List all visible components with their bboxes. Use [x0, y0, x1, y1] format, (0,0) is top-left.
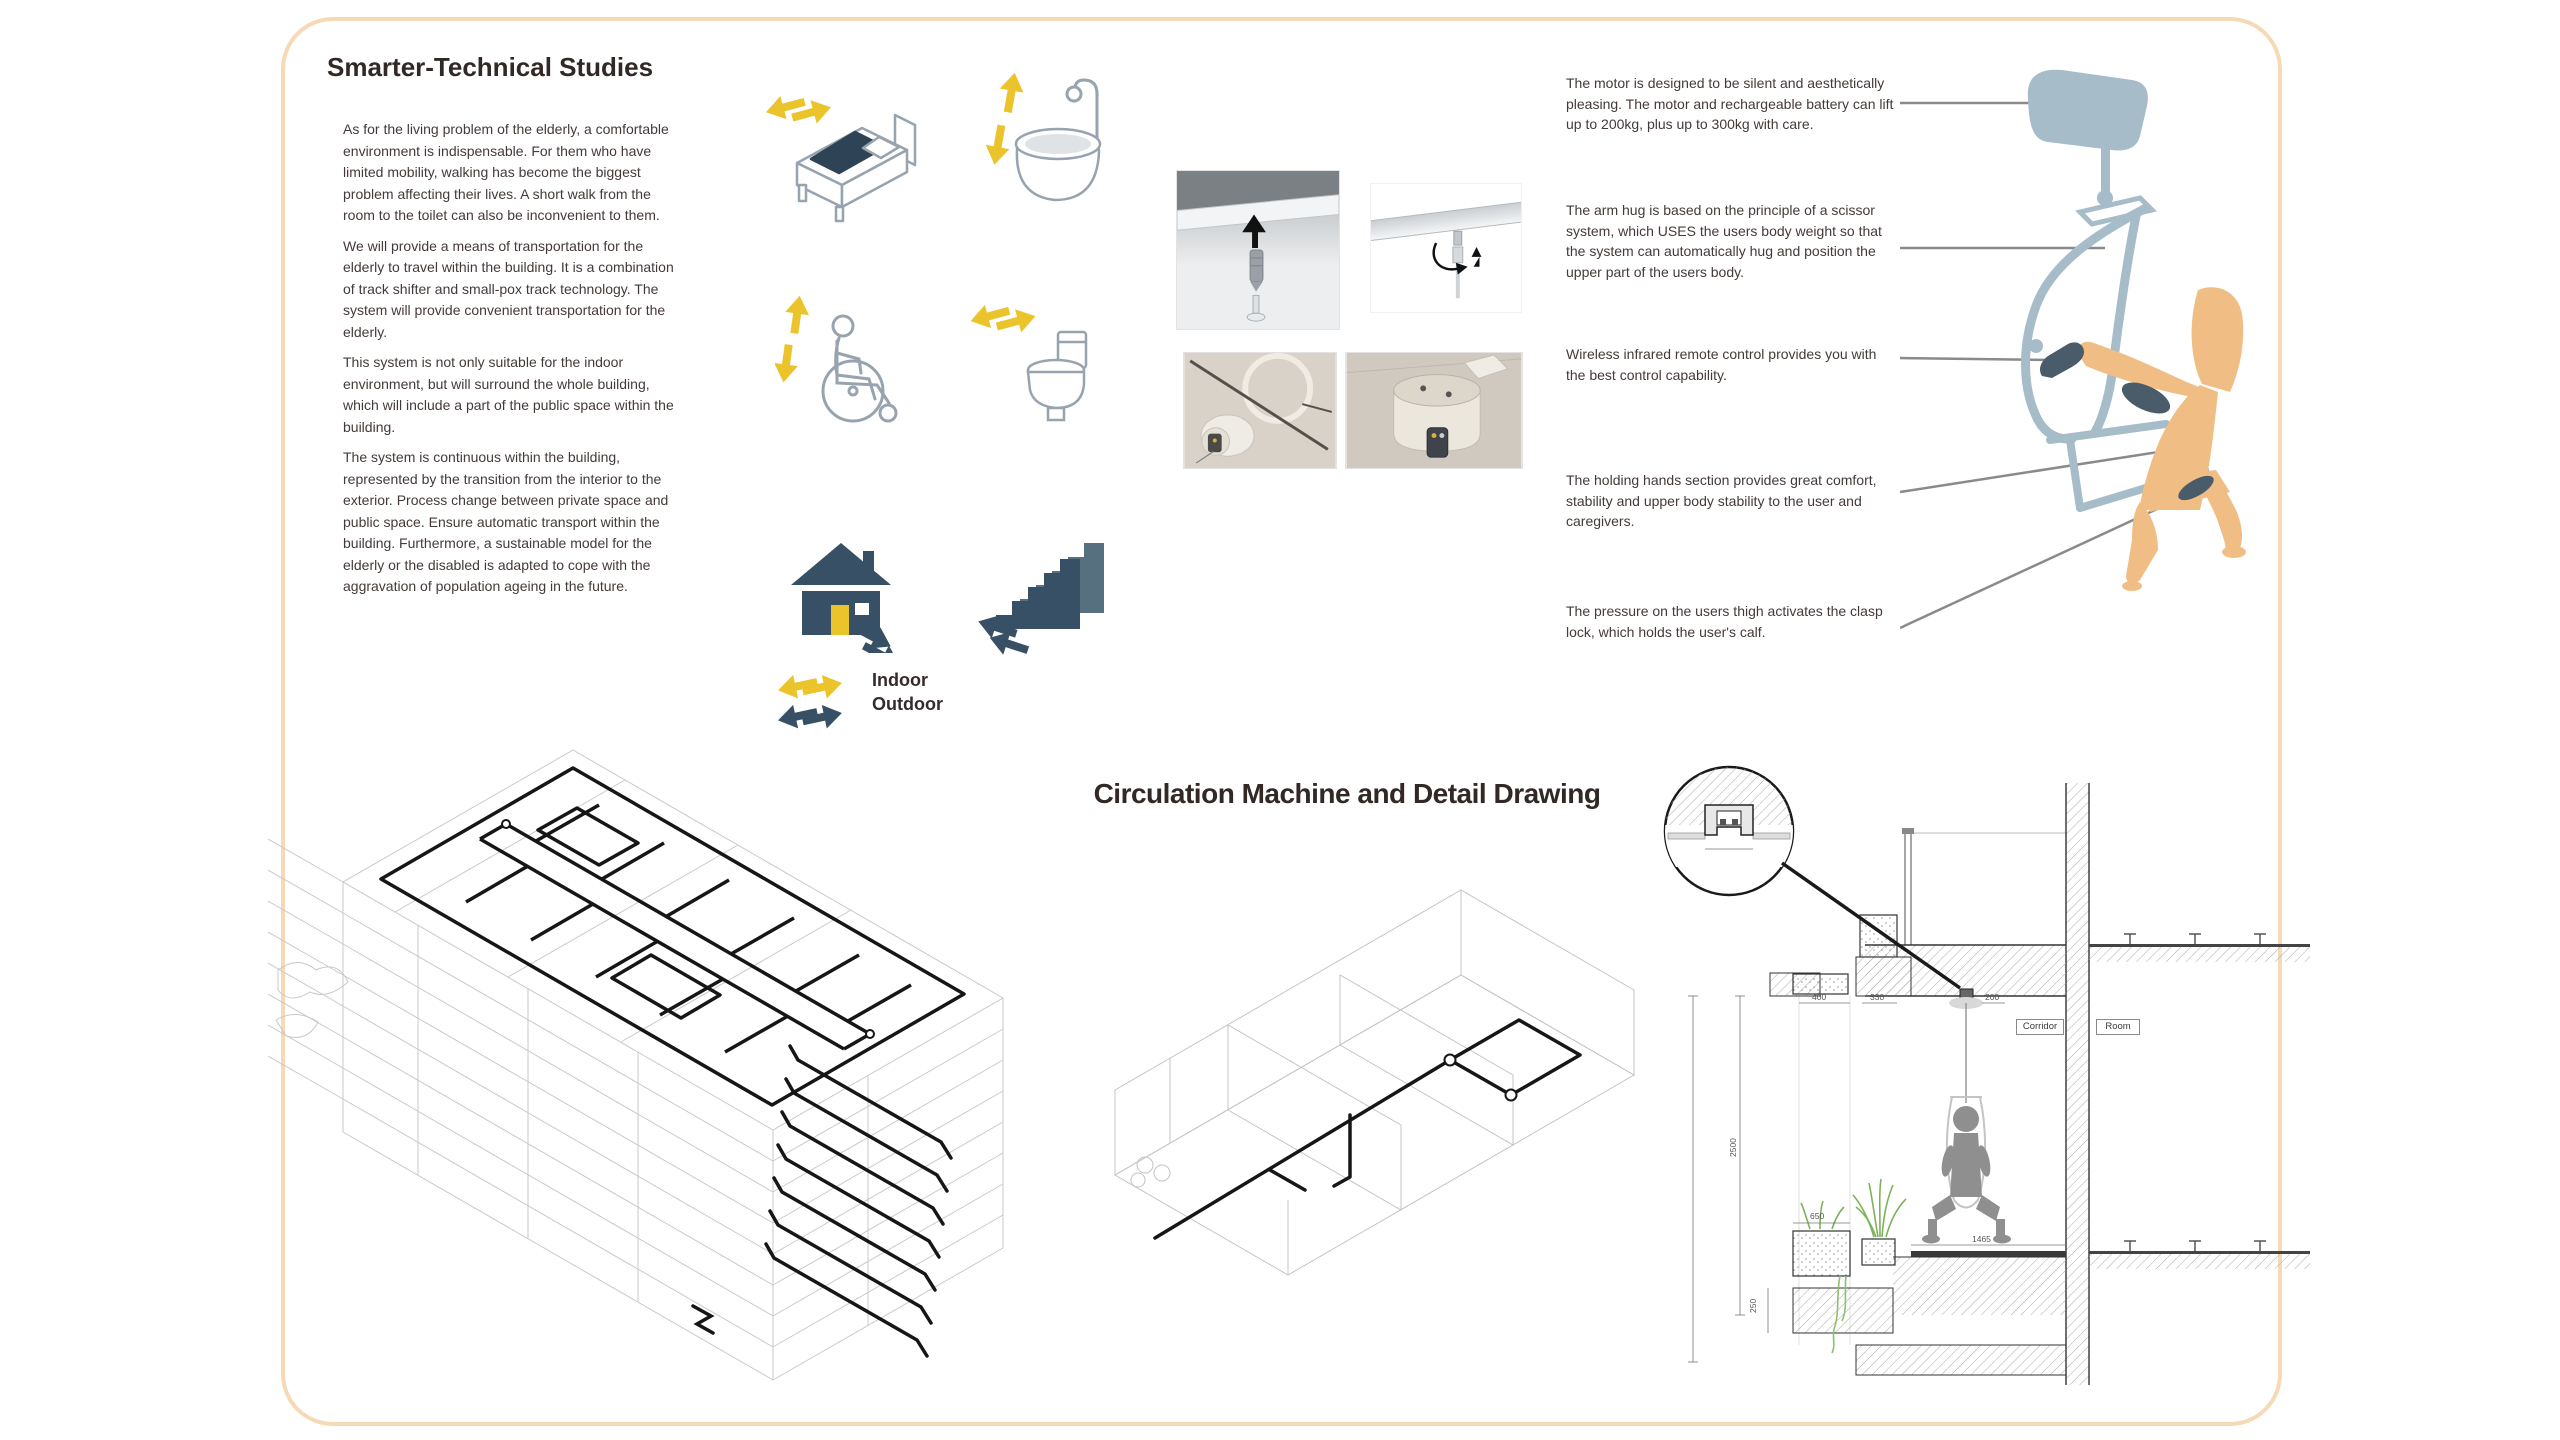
motor-pod	[2028, 70, 2148, 206]
track-node	[866, 1030, 874, 1038]
wheelchair-shape	[823, 316, 896, 421]
ceiling-rail-anchor-photo	[1176, 170, 1340, 330]
legend-outdoor-label: Outdoor	[872, 694, 943, 714]
room-label: Room	[2096, 1019, 2140, 1035]
hoist-mount	[1949, 989, 1983, 1103]
bed-shape	[797, 115, 915, 221]
house-shape	[791, 543, 891, 635]
legend-indoor-label: Indoor	[872, 670, 928, 690]
track-switch-photo	[1183, 352, 1337, 469]
hoist-unit-photo	[1345, 352, 1523, 469]
circulation-track	[1155, 1020, 1580, 1238]
wheelchair-icon	[775, 293, 915, 433]
circulation-isometric	[1050, 780, 1650, 1370]
dim-650: 650	[1810, 1211, 1825, 1221]
section2-title: Circulation Machine and Detail Drawing	[1093, 778, 1601, 809]
circulation-track-plan	[381, 768, 964, 1105]
toilet-icon	[968, 296, 1103, 431]
corridor-label: Corridor	[2016, 1019, 2064, 1035]
annotation-remote: Wireless infrared remote control provides you with the best control capability.	[1566, 346, 1877, 383]
stairs-shape	[996, 543, 1104, 629]
detail-callout-circle	[1663, 763, 1795, 895]
dim-330: 330	[1870, 992, 1885, 1002]
intro-paragraph-3: This system is not only suitable for the indoor environment, but will surround the whole building, which will include a part of the public space within the building.	[343, 354, 674, 435]
building-axonometric	[268, 630, 1013, 1390]
tub-shape	[1016, 129, 1100, 200]
user-figure	[2078, 287, 2246, 591]
intro-paragraphs	[343, 119, 675, 607]
dim-400: 400	[1812, 992, 1827, 1002]
wall	[2066, 783, 2089, 1385]
remote-control	[2040, 342, 2084, 378]
dim-250: 250	[1748, 1298, 1758, 1313]
annotation-arm-hug: The arm hug is based on the principle of a scissor system, which USES the users body weight so that the system can automatically hug and position the upper part of the users body.	[1566, 202, 1882, 280]
annotation-motor: The motor is designed to be silent and aesthetically pleasing. The motor and rechargeable battery can lift up to 200kg, plus up to 300kg with care.	[1566, 75, 1894, 132]
annotation-holding-hands: The holding hands section provides great comfort, stability and upper body stability to the user and caregivers.	[1566, 472, 1877, 529]
hoist-motor-body	[1394, 375, 1480, 458]
track-shifter-node	[1445, 1055, 1456, 1066]
indoor-arrows-horizontal	[763, 85, 834, 135]
intro-paragraph-2: We will provide a means of transportation for the elderly to travel within the building. It is a combination of track shifter and small-pox track technology. The system will provide convenient transportation for the elderly.	[343, 237, 674, 340]
indoor-arrows-horizontal	[968, 296, 1039, 344]
page-title: Smarter-Technical Studies	[327, 52, 654, 82]
intro-paragraph-1: As for the living problem of the elderly, a comfortable environment is indispensable. For them who have limited mobility, walking has become the biggest problem affecting their lives. A short walk from the room to the toilet can also be inconvenient to them.	[343, 121, 669, 223]
ceiling-slab	[1770, 915, 2066, 996]
room-structure	[1115, 890, 1634, 1275]
intro-paragraph-4: The system is continuous within the building, represented by the transition from the interior to the exterior. Process change between private space and public space. Ensure automatic transport within the building. Furthermore, a sustainable model for the elderly or the disabled is adapted to cope with the aggravation of population ageing in the future.	[343, 449, 669, 594]
dim-200: 200	[1985, 992, 2000, 1002]
rail-fitting-photo	[1370, 183, 1522, 313]
corridor-floor	[1793, 1231, 2066, 1375]
annotation-clasp-lock: The pressure on the users thigh activates the clasp lock, which holds the user's calf.	[1566, 603, 1883, 640]
frame-joint	[2029, 339, 2043, 353]
dim-1465: 1465	[1972, 1234, 1991, 1244]
toilet-shape	[1028, 332, 1086, 420]
lift-machine-illustration	[1900, 40, 2300, 710]
bed-icon	[762, 85, 937, 235]
bathtub-icon	[985, 68, 1110, 238]
section-detail	[1660, 745, 2310, 1393]
track-node	[502, 820, 510, 828]
upper-room	[1902, 828, 2066, 945]
dim-2500: 2500	[1728, 1138, 1738, 1157]
indoor-arrows-vertical	[775, 294, 812, 385]
seated-person-silhouette	[1922, 1106, 2011, 1244]
control-panel	[1427, 428, 1448, 457]
balcony-track-cascade	[693, 1046, 951, 1356]
right-floor-slabs	[2089, 934, 2310, 1269]
track-shifter-node	[1506, 1090, 1517, 1101]
